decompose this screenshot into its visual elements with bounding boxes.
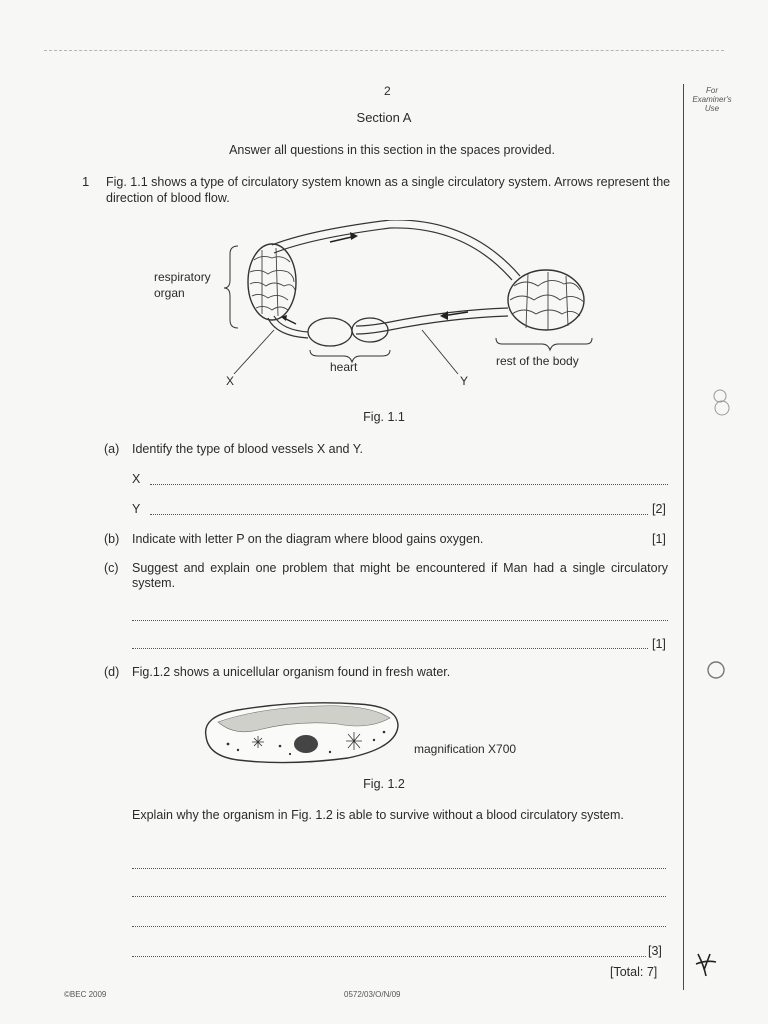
respiratory-label-1: respiratory xyxy=(154,270,211,284)
unicellular-organism-diagram xyxy=(198,696,404,768)
answer-line-c2[interactable] xyxy=(132,648,648,649)
question-number: 1 xyxy=(82,174,90,189)
part-c-marks: [1] xyxy=(652,637,666,651)
top-scan-line xyxy=(44,50,724,51)
magnification-label: magnification X700 xyxy=(414,742,517,756)
answer-line-d4[interactable] xyxy=(132,956,646,957)
answer-line-y[interactable] xyxy=(150,514,648,515)
y-label: Y xyxy=(460,374,469,388)
answer-line-d1[interactable] xyxy=(132,868,666,869)
part-c-text: Suggest and explain one problem that might be encountered if Man had a single circulatory system. xyxy=(132,561,668,590)
body-brace xyxy=(496,338,592,350)
part-b-text: Indicate with letter P on the diagram where blood gains oxygen. xyxy=(132,532,484,546)
part-d-question: Explain why the organism in Fig. 1.2 is able to survive without a blood circulatory system. xyxy=(132,808,624,822)
part-a-label: (a) xyxy=(104,442,120,456)
heart-chamber-2 xyxy=(352,318,388,342)
answer-line-d3[interactable] xyxy=(132,926,666,927)
part-d-marks: [3] xyxy=(648,944,662,958)
fig-1-1-caption: Fig. 1.1 xyxy=(363,410,405,424)
part-b-label: (b) xyxy=(104,532,120,546)
part-a-text: Identify the type of blood vessels X and Y. xyxy=(132,442,363,456)
answer-line-c1[interactable] xyxy=(132,620,668,621)
rest-of-body-shape xyxy=(508,270,584,330)
part-d-label: (d) xyxy=(104,665,120,679)
respiratory-capillaries xyxy=(250,248,295,316)
answer-line-x[interactable] xyxy=(150,484,668,485)
examiner-tick-icon xyxy=(694,950,720,980)
part-d-text: Fig.1.2 shows a unicellular organism found in fresh water. xyxy=(132,665,451,679)
margin-circle-icon xyxy=(704,658,734,682)
page-number: 2 xyxy=(384,84,391,98)
part-a-y-label: Y xyxy=(132,502,141,516)
footer-code: 0572/03/O/N/09 xyxy=(344,990,401,999)
total-marks: [Total: 7] xyxy=(610,965,658,979)
question-intro: Fig. 1.1 shows a type of circulatory system known as a single circulatory system. Arrows represent the direction of blood flow. xyxy=(106,175,671,205)
x-label: X xyxy=(226,374,235,388)
part-a-x-label: X xyxy=(132,472,141,486)
instruction-text: Answer all questions in this section in the spaces provided. xyxy=(229,143,555,157)
heart-label: heart xyxy=(330,360,358,374)
examiner-line-1: For xyxy=(706,86,718,95)
fig-1-2-caption: Fig. 1.2 xyxy=(363,777,405,791)
answer-line-d2[interactable] xyxy=(132,896,666,897)
respiratory-label-2: organ xyxy=(154,286,185,300)
rest-of-body-label: rest of the body xyxy=(496,354,579,368)
part-a-marks: [2] xyxy=(652,502,666,516)
respiratory-bracket xyxy=(224,246,238,328)
examiner-line-2: Examiner's xyxy=(692,95,732,104)
heart-chamber-1 xyxy=(308,318,352,346)
part-b-marks: [1] xyxy=(652,532,666,546)
y-pointer xyxy=(422,330,458,374)
margin-scribble-icon xyxy=(706,384,746,424)
section-title: Section A xyxy=(356,110,412,125)
part-c-label: (c) xyxy=(104,561,119,575)
single-circulatory-diagram xyxy=(150,220,620,400)
examiner-use-box xyxy=(686,86,738,113)
footer-copyright: ©BEC 2009 xyxy=(64,990,107,999)
examiner-line-3: Use xyxy=(704,104,720,113)
examiner-margin-line xyxy=(683,84,684,990)
x-pointer xyxy=(234,330,274,374)
